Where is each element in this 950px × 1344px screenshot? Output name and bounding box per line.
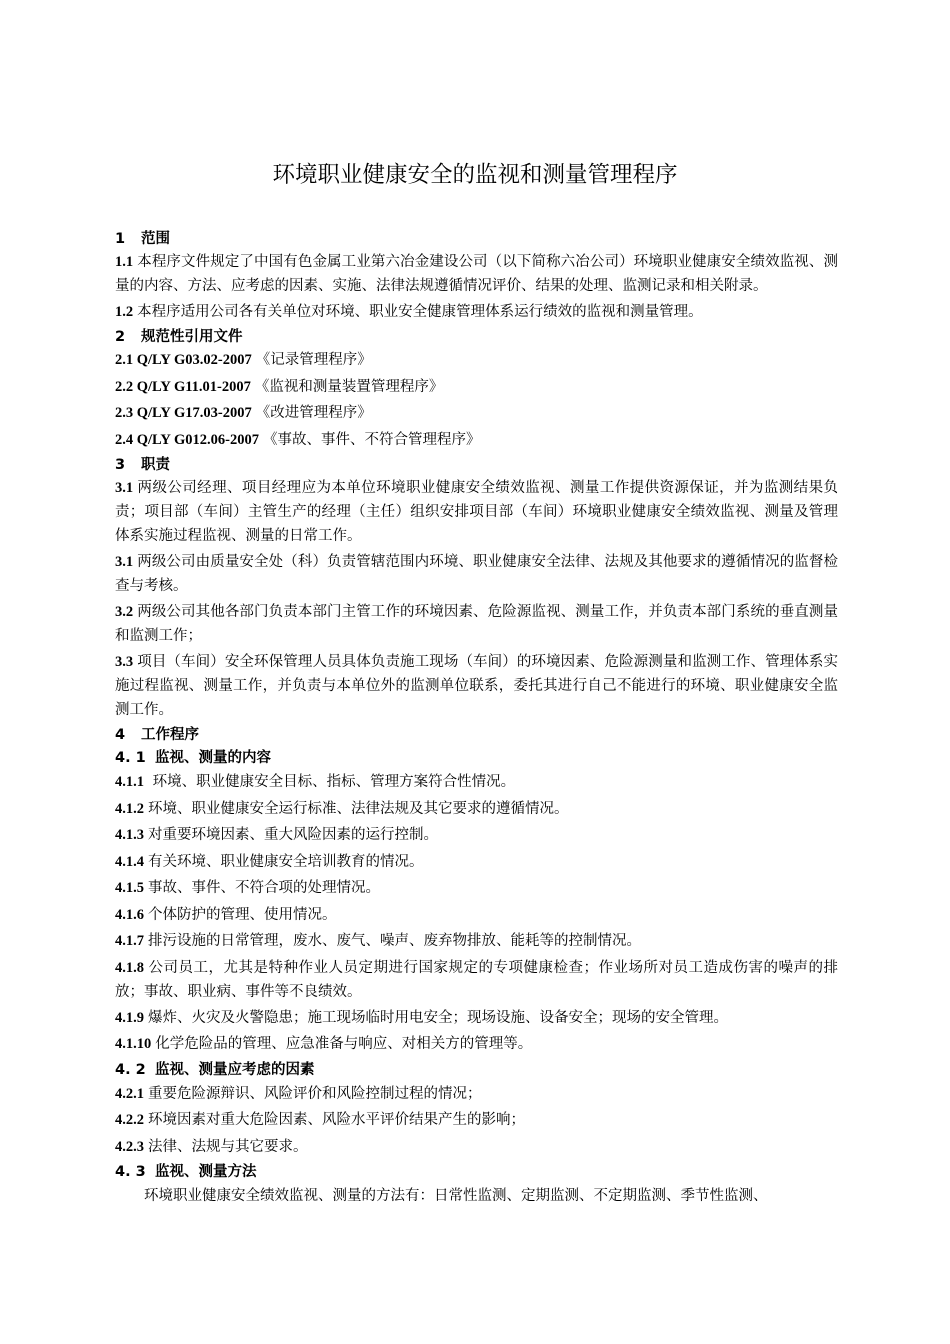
clause-text: 个体防护的管理、使用情况。 [148, 906, 337, 923]
clause-number: 4.2.1 [115, 1085, 144, 1102]
paragraph [115, 1032, 838, 1057]
clause-number: 4.1.6 [115, 906, 144, 923]
clause-text: 本程序文件规定了中国有色金属工业第六冶金建设公司（以下简称六冶公司）环境职业健康安全绩效监视、测量的内容、方法、应考虑的因素、实施、法律法规遵循情况评价、结果的处理、监测记录和相关附录。 [115, 254, 838, 294]
paragraph [115, 1108, 838, 1133]
clause-number: 1.2 [115, 304, 134, 320]
subsection-number: 4. 3 [115, 1164, 146, 1180]
document-body [115, 226, 838, 1211]
clause-text: 环境职业健康安全绩效监视、测量的方法有：日常性监测、定期监测、不定期监测、季节性监测、 [144, 1188, 768, 1204]
paragraph [115, 348, 838, 373]
paragraph [115, 797, 838, 822]
clause-number: 4.1.2 [115, 800, 144, 817]
clause-number: 4.1.10 [115, 1036, 152, 1052]
clause-number: 2.2 Q/LY G11.01-2007 [115, 378, 251, 395]
clause-text: 《记录管理程序》 [255, 352, 372, 368]
subsection-heading [115, 1161, 838, 1183]
clause-text: 爆炸、火灾及火警隐患；施工现场临时用电安全；现场设施、设备安全；现场的安全管理。 [148, 1009, 728, 1026]
paragraph [115, 250, 838, 298]
subsection-number: 4. 1 [115, 750, 146, 766]
section-label: 工作程序 [141, 727, 199, 743]
clause-number: 4.1.7 [115, 933, 144, 949]
subsection-heading [115, 747, 838, 769]
clause-number: 3.1 [115, 554, 134, 570]
clause-number: 4.1.3 [115, 827, 144, 843]
clause-number: 3.1 [115, 480, 134, 496]
clause-text: 公司员工，尤其是特种作业人员定期进行国家规定的专项健康检查；作业场所对员工造成伤害的噪声的排放；事故、职业病、事件等不良绩效。 [115, 959, 838, 1000]
clause-text: 环境、职业健康安全运行标准、法律法规及其它要求的遵循情况。 [148, 800, 569, 817]
clause-number: 4.1.9 [115, 1009, 144, 1026]
clause-number: 4.1.5 [115, 880, 144, 896]
document-title: 环境职业健康安全的监视和测量管理程序 [272, 162, 678, 188]
paragraph [115, 1135, 838, 1160]
clause-text: 项目（车间）安全环保管理人员具体负责施工现场（车间）的环境因素、危险源测量和监测工作、管理体系实施过程监视、测量工作，并负责与本单位外的监测单位联系，委托其进行自己不能进行的环境、职业健康安全监测工作。 [115, 654, 838, 718]
clause-number: 4.1.1 [115, 774, 144, 790]
clause-text: 重要危险源辩识、风险评价和风险控制过程的情况； [148, 1085, 482, 1102]
clause-number: 4.1.4 [115, 853, 144, 870]
clause-number: 4.2.2 [115, 1112, 144, 1128]
paragraph [115, 300, 838, 324]
section-heading [115, 326, 838, 348]
section-label: 职责 [141, 457, 170, 473]
subsection-heading [115, 1059, 838, 1081]
subsection-number: 4. 2 [115, 1061, 146, 1078]
paragraph [115, 650, 838, 722]
clause-number: 2.4 Q/LY G012.06-2007 [115, 431, 259, 448]
clause-text: 事故、事件、不符合项的处理情况。 [148, 880, 380, 896]
paragraph [115, 1184, 838, 1209]
paragraph [115, 823, 838, 848]
clause-number: 3.3 [115, 654, 134, 670]
clause-number: 2.1 Q/LY G03.02-2007 [115, 352, 252, 368]
paragraph [115, 1082, 838, 1107]
clause-number: 3.2 [115, 604, 134, 620]
section-label: 规范性引用文件 [141, 329, 243, 345]
paragraph [115, 956, 838, 1004]
paragraph [115, 1006, 838, 1031]
clause-text: 本程序适用公司各有关单位对环境、职业安全健康管理体系运行绩效的监视和测量管理。 [137, 304, 703, 320]
paragraph [115, 476, 838, 548]
clause-text: 两级公司由质量安全处（科）负责管辖范围内环境、职业健康安全法律、法规及其他要求的遵循情况的监督检查与考核。 [115, 554, 838, 594]
clause-number: 1.1 [115, 254, 134, 270]
section-number: 3 [115, 457, 126, 473]
paragraph [115, 850, 838, 875]
section-number: 4 [115, 727, 126, 743]
paragraph [115, 770, 838, 795]
subsection-label: 监视、测量方法 [155, 1164, 257, 1180]
clause-text: 对重要环境因素、重大风险因素的运行控制。 [148, 827, 438, 843]
section-heading [115, 228, 838, 250]
paragraph [115, 903, 838, 928]
paragraph [115, 600, 838, 648]
paragraph [115, 929, 838, 954]
clause-text: 排污设施的日常管理，废水、废气、噪声、废弃物排放、能耗等的控制情况。 [148, 933, 641, 949]
clause-text: 《事故、事件、不符合管理程序》 [262, 431, 481, 448]
clause-number: 2.3 Q/LY G17.03-2007 [115, 405, 252, 421]
clause-text: 环境因素对重大危险因素、风险水平评价结果产生的影响； [148, 1112, 525, 1128]
paragraph [115, 876, 838, 901]
section-heading [115, 454, 838, 476]
section-heading [115, 724, 838, 746]
paragraph [115, 550, 838, 598]
section-number: 1 [115, 231, 126, 247]
subsection-label: 监视、测量的内容 [155, 750, 271, 766]
section-number: 2 [115, 329, 126, 345]
clause-number: 4.1.8 [115, 959, 144, 976]
clause-text: 化学危险品的管理、应急准备与响应、对相关方的管理等。 [155, 1036, 533, 1052]
clause-text: 两级公司经理、项目经理应为本单位环境职业健康安全绩效监视、测量工作提供资源保证，并为监测结果负责；项目部（车间）主管生产的经理（主任）组织安排项目部（车间）环境职业健康安全绩效监视、测量及管理体系实施过程监视、测量的日常工作。 [115, 480, 838, 544]
section-label: 范围 [141, 231, 170, 247]
clause-number: 4.2.3 [115, 1138, 144, 1155]
clause-text: 环境、职业健康安全目标、指标、管理方案符合性情况。 [148, 774, 516, 790]
paragraph [115, 428, 838, 453]
paragraph [115, 401, 838, 426]
subsection-label: 监视、测量应考虑的因素 [155, 1061, 315, 1078]
clause-text: 《改进管理程序》 [255, 405, 372, 421]
clause-text: 有关环境、职业健康安全培训教育的情况。 [148, 853, 424, 870]
clause-text: 两级公司其他各部门负责本部门主管工作的环境因素、危险源监视、测量工作，并负责本部门系统的垂直测量和监测工作； [115, 604, 838, 644]
clause-text: 法律、法规与其它要求。 [148, 1138, 308, 1155]
clause-text: 《监视和测量装置管理程序》 [254, 378, 444, 395]
paragraph [115, 375, 838, 400]
